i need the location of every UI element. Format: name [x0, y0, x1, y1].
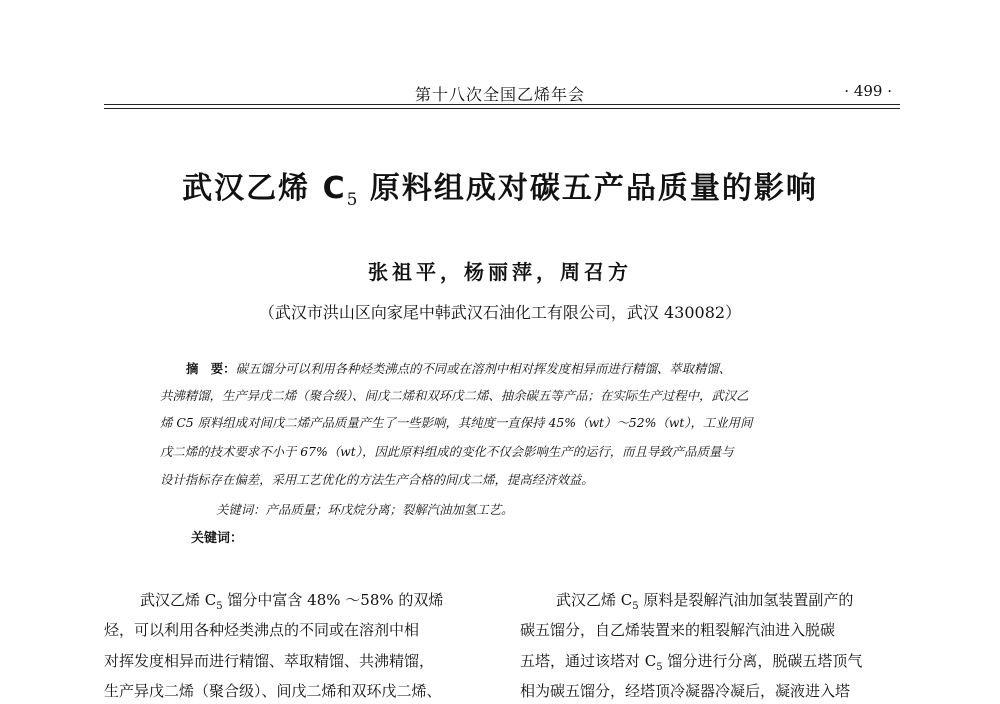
abstract-line: 戊二烯的技术要求不小于 67%（wt），因此原料组成的变化不仅会影响生产的运行，而且导致产品质量与	[160, 444, 734, 459]
body-left-line: 武汉乙烯 $C_5$ 馏分中富含 48% ～58% 的双烯	[140, 591, 444, 612]
body-left-line: 对挥发度相异而进行精馏、萃取精馏、共沸精馏，	[104, 652, 435, 670]
abstract-line: 设计指标存在偏差，采用工艺优化的方法生产合格的间戊二烯，提高经济效益。	[160, 472, 594, 487]
body-left-line: 生产异戊二烯（聚合级）、间戊二烯和双环戊二烯、	[104, 682, 442, 700]
body-right-line: 五塔，通过该塔对 $C_5$ 馏分进行分离，脱碳五塔顶气	[520, 652, 863, 673]
running-header-title: 第十八次全国乙烯年会	[414, 85, 585, 104]
header-rule	[104, 104, 900, 105]
paper-title: 武汉乙烯 $C_5$ 原料组成对碳五产品质量的影响	[182, 171, 818, 210]
abstract-line: 共沸精馏，生产异戊二烯（聚合级）、间戊二烯和双环戊二烯、抽余碳五等产品；在实际生产过程中，武汉乙	[160, 388, 749, 403]
abstract-line: 摘 要：碳五馏分可以利用各种烃类沸点的不同或在溶剂中相对挥发度相异而进行精馏、萃取精馏、	[186, 361, 732, 376]
body-right-line: 武汉乙烯 $C_5$ 原料是裂解汽油加氢装置副产的	[556, 591, 854, 612]
affiliation: （武汉市洪山区向家尾中韩武汉石油化工有限公司，武汉 430082）	[258, 303, 742, 322]
body-left-line: 烃，可以利用各种烃类沸点的不同或在溶剂中相	[104, 621, 420, 639]
keywords-label: 关键词：	[191, 531, 244, 546]
header-rule-thin	[104, 108, 900, 109]
keywords: 关键词：产品质量；环戊烷分离；裂解汽油加氢工艺。	[216, 502, 514, 517]
body-right-line: 相为碳五馏分，经塔顶冷凝器冷凝后，凝液进入塔	[520, 682, 851, 700]
authors: 张祖平，杨丽萍，周召方	[368, 260, 632, 284]
page-number: · 499 ·	[844, 82, 892, 100]
abstract-line: 烯 C5 原料组成对间戊二烯产品质量产生了一些影响，其纯度一直保持 45%（wt）～52%（wt），工业用间	[160, 415, 753, 430]
abstract-label: 摘 要：	[186, 361, 236, 376]
body-right-line: 碳五馏分，自乙烯装置来的粗裂解汽油进入脱碳	[520, 621, 836, 639]
